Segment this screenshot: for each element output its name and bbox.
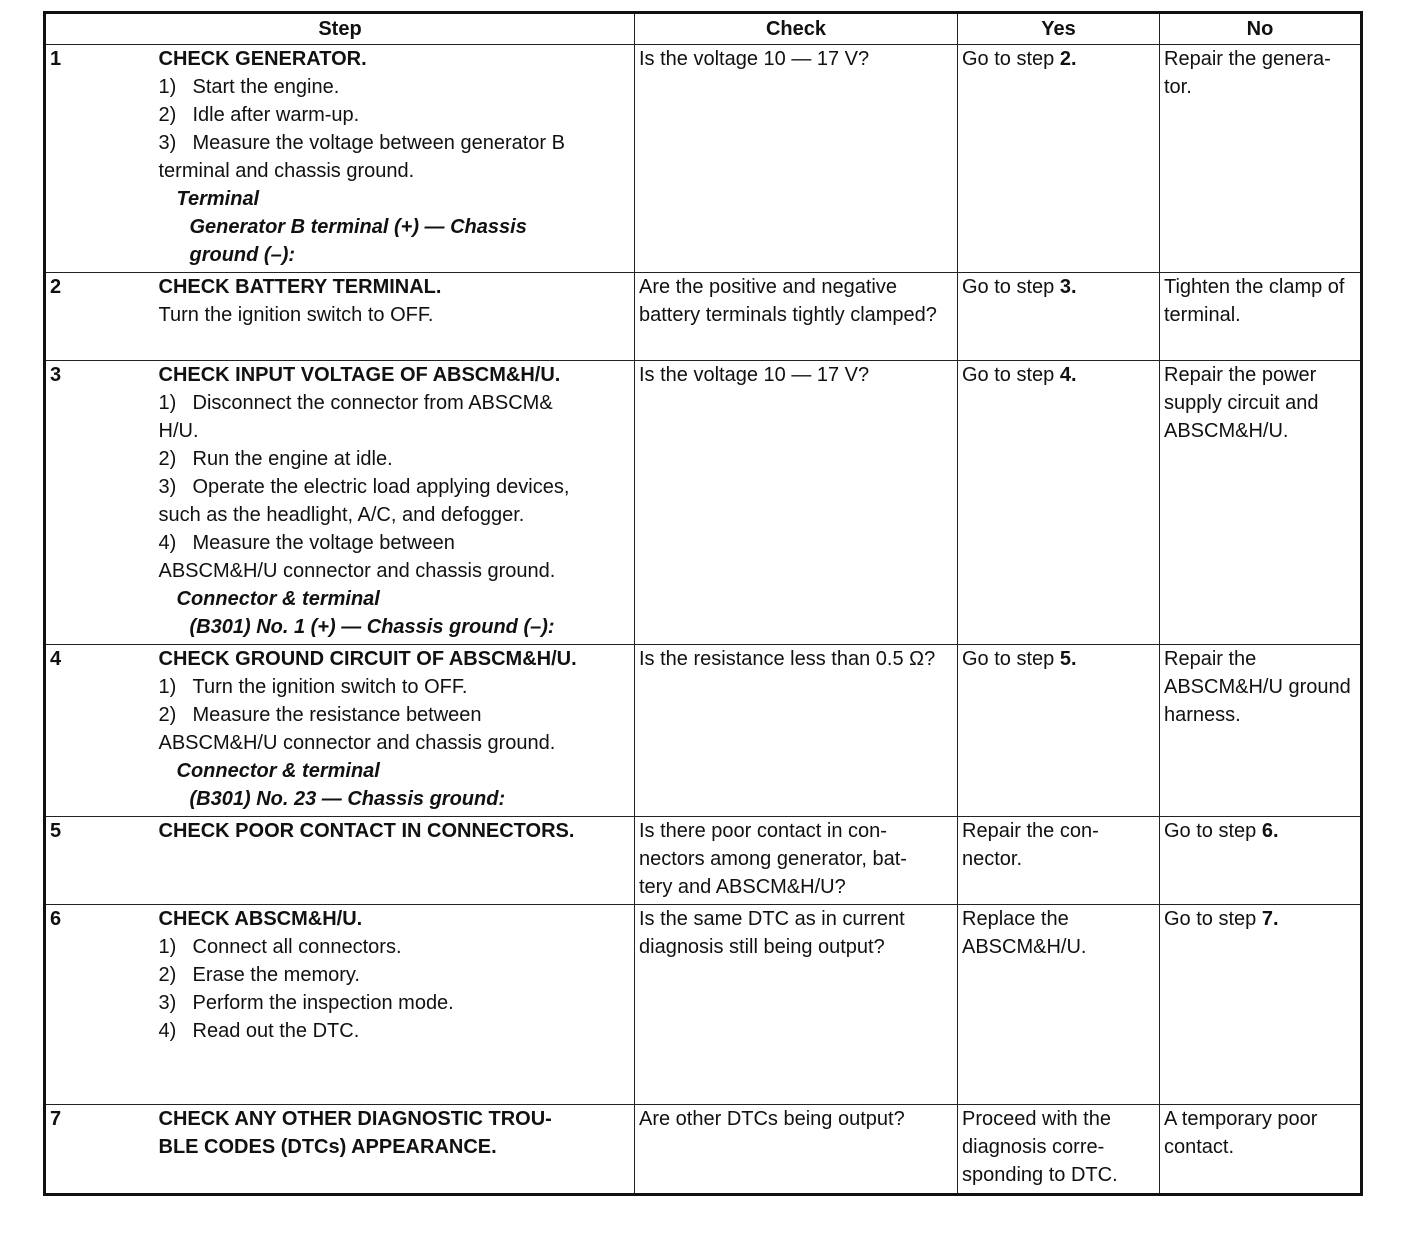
step-instruction	[159, 389, 631, 417]
yes-action	[958, 1105, 1160, 1195]
header-step: Step	[45, 13, 635, 45]
step-description	[155, 45, 635, 273]
step-instruction	[159, 989, 631, 1017]
table-row	[45, 361, 1362, 645]
check-question: Are the positive and negative battery terminals tightly clamped?	[635, 273, 958, 361]
step-title: CHECK GENERATOR.	[158, 48, 367, 70]
yes-action-text: Replace the ABSCM&H/U.	[962, 908, 1087, 958]
step-instruction	[159, 529, 631, 557]
no-action-text: Repair the ABSCM&H/U ground harness.	[1164, 648, 1351, 726]
step-description	[155, 1105, 635, 1195]
step-instruction	[159, 501, 631, 529]
step-substep-text: Measure the voltage between	[192, 532, 455, 554]
yes-action	[958, 645, 1160, 817]
step-number: 4	[45, 645, 155, 817]
step-substep-text: such as the headlight, A/C, and defogger.	[158, 504, 525, 526]
step-title: CHECK ABSCM&H/U.	[158, 908, 363, 930]
no-step-ref: 7.	[1261, 908, 1279, 930]
yes-action	[958, 273, 1160, 361]
no-action	[1160, 905, 1362, 1105]
header-row	[45, 13, 1362, 45]
step-instruction	[159, 157, 631, 185]
step-title: CHECK ANY OTHER DIAGNOSTIC TROU- BLE CODES (DTCs) APPEARANCE.	[158, 1108, 552, 1158]
yes-action-text: Go to step	[962, 276, 1060, 298]
check-question: Is there poor contact in con- nectors among generator, bat- tery and ABSCM&H/U?	[635, 817, 958, 905]
step-title: CHECK BATTERY TERMINAL.	[158, 276, 442, 298]
spec-label: Connector & terminal	[176, 588, 380, 610]
step-number: 1	[45, 45, 155, 273]
yes-action-text: Go to step	[962, 364, 1060, 386]
check-question: Are other DTCs being output?	[635, 1105, 958, 1195]
no-action-text: Go to step	[1164, 820, 1262, 842]
yes-action-text: Proceed with the diagnosis corre- sponding to DTC.	[962, 1108, 1118, 1186]
yes-action-text: Go to step	[962, 648, 1060, 670]
step-substep-text: Connect all connectors.	[192, 936, 402, 958]
step-description	[155, 645, 635, 817]
step-substep-text: Start the engine.	[192, 76, 340, 98]
no-action	[1160, 1105, 1362, 1195]
table-row	[45, 273, 1362, 361]
no-action	[1160, 817, 1362, 905]
step-number: 3	[45, 361, 155, 645]
yes-action-text: Repair the con- nector.	[962, 820, 1099, 870]
spec-label: Connector & terminal	[176, 760, 380, 782]
step-substep-text: Run the engine at idle.	[192, 448, 393, 470]
table-row	[45, 645, 1362, 817]
spec-value: (B301) No. 1 (+) — Chassis ground (–):	[189, 616, 555, 638]
table-row	[45, 817, 1362, 905]
step-instruction	[159, 417, 631, 445]
step-substep-text: H/U.	[158, 420, 199, 442]
step-substep-text: Operate the electric load applying devices,	[192, 476, 570, 498]
check-question: Is the voltage 10 — 17 V?	[635, 361, 958, 645]
spec-value: (B301) No. 23 — Chassis ground:	[189, 788, 506, 810]
step-description	[155, 817, 635, 905]
no-action	[1160, 45, 1362, 273]
step-number: 2	[45, 273, 155, 361]
check-question: Is the same DTC as in current diagnosis still being output?	[635, 905, 958, 1105]
yes-action	[958, 361, 1160, 645]
step-description	[155, 361, 635, 645]
step-instruction	[159, 701, 631, 729]
step-instruction	[159, 933, 631, 961]
step-instruction	[159, 445, 631, 473]
step-substep-number: 2)	[158, 704, 177, 726]
no-action	[1160, 645, 1362, 817]
step-substep-text: Measure the voltage between generator B	[192, 132, 565, 154]
no-action-text: A temporary poor contact.	[1164, 1108, 1318, 1158]
yes-step-ref: 5.	[1059, 648, 1077, 670]
step-substep-number: 4)	[158, 1020, 177, 1042]
step-substep-number: 2)	[158, 964, 177, 986]
step-substep-number: 1)	[158, 936, 177, 958]
step-instruction: Turn the ignition switch to OFF.	[158, 304, 434, 326]
table-row	[45, 45, 1362, 273]
step-number: 7	[45, 1105, 155, 1195]
no-step-ref: 6.	[1261, 820, 1279, 842]
step-instruction	[159, 473, 631, 501]
step-instruction	[159, 1017, 631, 1045]
step-instruction	[159, 557, 631, 585]
step-substep-number: 2)	[158, 104, 177, 126]
yes-action	[958, 45, 1160, 273]
step-substep-number: 3)	[158, 992, 177, 1014]
step-substep-number: 4)	[158, 532, 177, 554]
yes-step-ref: 3.	[1059, 276, 1077, 298]
step-instruction	[159, 73, 631, 101]
no-action-text: Repair the genera- tor.	[1164, 48, 1331, 98]
yes-step-ref: 4.	[1059, 364, 1077, 386]
spec-label: Terminal	[176, 188, 260, 210]
step-substep-text: Erase the memory.	[192, 964, 360, 986]
step-description	[155, 273, 635, 361]
step-instruction	[159, 673, 631, 701]
no-action-text: Go to step	[1164, 908, 1262, 930]
step-title: CHECK INPUT VOLTAGE OF ABSCM&H/U.	[158, 364, 561, 386]
header-yes: Yes	[958, 13, 1160, 45]
step-substep-text: terminal and chassis ground.	[158, 160, 415, 182]
step-instruction	[159, 101, 631, 129]
step-substep-number: 3)	[158, 132, 177, 154]
step-number: 6	[45, 905, 155, 1105]
spec-value: Generator B terminal (+) — Chassis	[189, 216, 527, 238]
yes-action	[958, 905, 1160, 1105]
table-row	[45, 1105, 1362, 1195]
table-row	[45, 905, 1362, 1105]
step-substep-text: Perform the inspection mode.	[192, 992, 454, 1014]
step-substep-number: 1)	[158, 76, 177, 98]
check-question: Is the resistance less than 0.5 Ω?	[635, 645, 958, 817]
step-substep-text: Idle after warm-up.	[192, 104, 360, 126]
step-substep-text: Measure the resistance between	[192, 704, 482, 726]
check-question: Is the voltage 10 — 17 V?	[635, 45, 958, 273]
header-no: No	[1160, 13, 1362, 45]
step-substep-number: 2)	[158, 448, 177, 470]
no-action-text: Tighten the clamp of terminal.	[1164, 276, 1345, 326]
step-substep-text: Disconnect the connector from ABSCM&	[192, 392, 553, 414]
step-substep-number: 3)	[158, 476, 177, 498]
step-substep-number: 1)	[158, 676, 177, 698]
no-action	[1160, 361, 1362, 645]
step-number: 5	[45, 817, 155, 905]
step-substep-text: Read out the DTC.	[192, 1020, 360, 1042]
step-substep-number: 1)	[158, 392, 177, 414]
yes-step-ref: 2.	[1059, 48, 1077, 70]
no-action-text: Repair the power supply circuit and ABSCM&H/U.	[1164, 364, 1319, 442]
step-description	[155, 905, 635, 1105]
header-check: Check	[635, 13, 958, 45]
yes-action	[958, 817, 1160, 905]
yes-action-text: Go to step	[962, 48, 1060, 70]
step-substep-text: ABSCM&H/U connector and chassis ground.	[158, 560, 556, 582]
spec-value: ground (–):	[189, 244, 296, 266]
step-instruction	[159, 129, 631, 157]
step-substep-text: ABSCM&H/U connector and chassis ground.	[158, 732, 556, 754]
diagnostic-table	[43, 11, 1363, 1196]
step-substep-text: Turn the ignition switch to OFF.	[192, 676, 468, 698]
step-instruction	[159, 729, 631, 757]
step-instruction	[159, 961, 631, 989]
step-title: CHECK GROUND CIRCUIT OF ABSCM&H/U.	[158, 648, 577, 670]
no-action	[1160, 273, 1362, 361]
step-title: CHECK POOR CONTACT IN CONNECTORS.	[158, 820, 575, 842]
